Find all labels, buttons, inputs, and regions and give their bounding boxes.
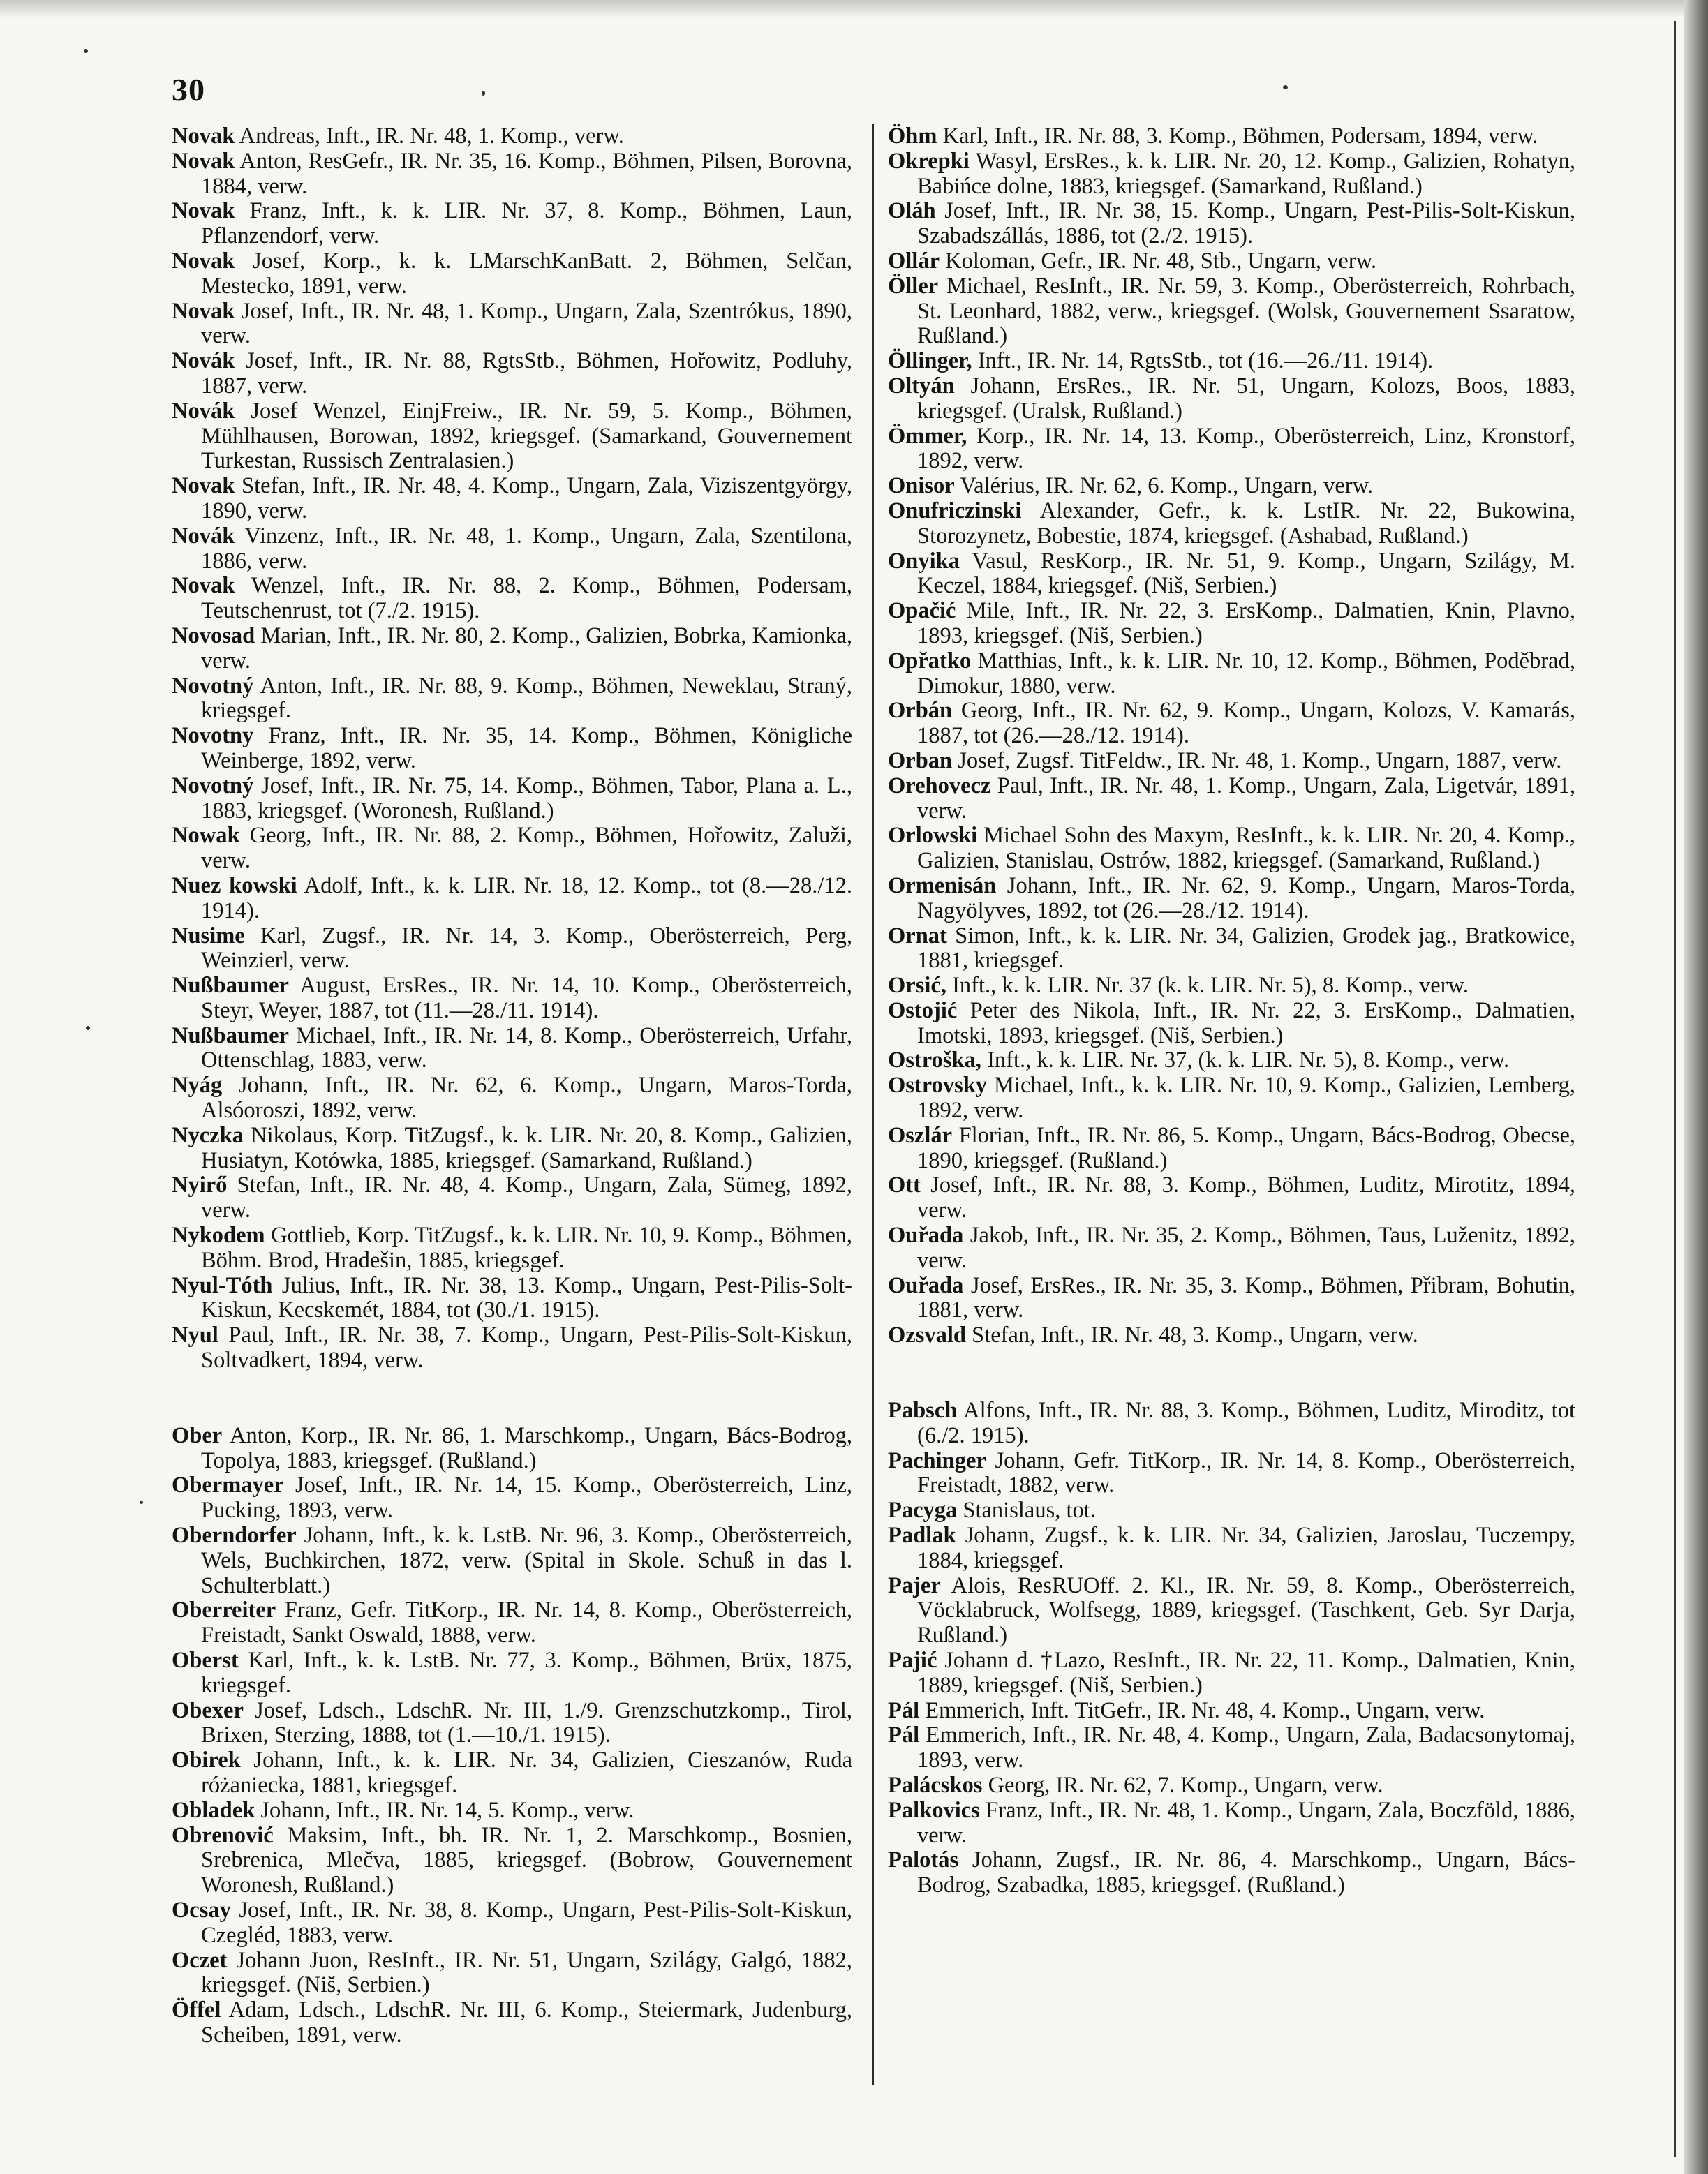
register-entry bbox=[172, 1223, 852, 1274]
entry-details: Johann, Inft., IR. Nr. 62, 9. Komp., Ungarn, Maros-Torda, Nagyölyves, 1892, tot (26.—28./12. 1914). bbox=[917, 872, 1575, 923]
register-entry bbox=[888, 1799, 1575, 1849]
register-entry bbox=[888, 374, 1575, 424]
entry-surname: Novosad bbox=[172, 623, 255, 648]
register-entry bbox=[172, 1124, 852, 1174]
section-p bbox=[888, 1399, 1575, 1898]
section-n bbox=[172, 124, 852, 1373]
entry-surname: Palácskos bbox=[888, 1773, 983, 1798]
entry-details: Franz, Inft., IR. Nr. 48, 1. Komp., Ungarn, Zala, Boczföld, 1886, verw. bbox=[917, 1797, 1575, 1848]
scan-speck bbox=[84, 49, 88, 53]
entry-details: Johann Juon, ResInft., IR. Nr. 51, Ungarn, Szilágy, Galgó, 1882, kriegsgef. (Niš, Serbien.) bbox=[201, 1947, 852, 1998]
entry-surname: Novotný bbox=[172, 673, 254, 699]
entry-surname: Novak bbox=[172, 124, 235, 149]
entry-surname: Ozsvald bbox=[888, 1323, 966, 1348]
entry-surname: Onufriczinski bbox=[888, 498, 1022, 523]
register-entry bbox=[888, 924, 1575, 974]
entry-details: Josef, ErsRes., IR. Nr. 35, 3. Komp., Böhmen, Přibram, Bohutin, 1881, verw. bbox=[917, 1272, 1575, 1323]
register-entry bbox=[172, 1799, 852, 1824]
register-entry bbox=[888, 1848, 1575, 1898]
entry-details: Josef, Zugsf. TitFeldw., IR. Nr. 48, 1. Komp., Ungarn, 1887, verw. bbox=[952, 747, 1562, 773]
section-gap bbox=[172, 1373, 852, 1424]
entry-surname: Novak bbox=[172, 298, 235, 324]
entry-surname: Öhm bbox=[888, 124, 937, 149]
entry-surname: Padlak bbox=[888, 1523, 956, 1549]
entry-surname: Nyul bbox=[172, 1323, 218, 1348]
entry-details: Marian, Inft., IR. Nr. 80, 2. Komp., Galizien, Bobrka, Kamionka, verw. bbox=[201, 623, 852, 673]
entry-details: August, ErsRes., IR. Nr. 14, 10. Komp., Oberösterreich, Steyr, Weyer, 1887, tot (11.—28./11. 1914). bbox=[201, 973, 852, 1023]
entry-details: Alfons, Inft., IR. Nr. 88, 3. Komp., Böhmen, Luditz, Miroditz, tot (6./2. 1915). bbox=[917, 1398, 1575, 1448]
entry-details: Inft., IR. Nr. 14, RgtsStb., tot (16.—26./11. 1914). bbox=[972, 348, 1434, 374]
register-entry bbox=[172, 399, 852, 474]
register-entry bbox=[172, 1898, 852, 1949]
entry-surname: Öffel bbox=[172, 1997, 221, 2023]
entry-surname: Obexer bbox=[172, 1697, 244, 1723]
entry-details: Franz, Inft., IR. Nr. 35, 14. Komp., Böhmen, Königliche Weinberge, 1892, verw. bbox=[201, 723, 852, 773]
entry-surname: Oberreiter bbox=[172, 1598, 276, 1623]
entry-details: Johann, Inft., IR. Nr. 14, 5. Komp., verw. bbox=[255, 1797, 634, 1823]
register-entry bbox=[172, 124, 852, 149]
entry-surname: Novak bbox=[172, 148, 235, 174]
section-o-right bbox=[888, 124, 1575, 1348]
register-entry bbox=[888, 249, 1575, 274]
entry-surname: Oberndorfer bbox=[172, 1523, 297, 1549]
entry-details: Anton, ResGefr., IR. Nr. 35, 16. Komp., Böhmen, Pilsen, Borovna, 1884, verw. bbox=[201, 148, 852, 199]
register-entry bbox=[172, 724, 852, 774]
register-entry bbox=[172, 1024, 852, 1074]
entry-details: Koloman, Gefr., IR. Nr. 48, Stb., Ungarn, verw. bbox=[940, 248, 1377, 274]
entry-details: Andreas, Inft., IR. Nr. 48, 1. Komp., verw. bbox=[235, 124, 624, 149]
entry-surname: Obermayer bbox=[172, 1473, 284, 1498]
scan-speck bbox=[482, 91, 485, 96]
register-entry bbox=[172, 674, 852, 724]
register-entry bbox=[172, 1824, 852, 1898]
register-entry bbox=[172, 299, 852, 350]
register-entry bbox=[172, 874, 852, 924]
entry-surname: Novak bbox=[172, 198, 235, 224]
entry-details: Michael, ResInft., IR. Nr. 59, 3. Komp., Oberösterreich, Rohrbach, St. Leonhard, 1882, verw., kriegsgef. (Wolsk, Gouvernement Ssaratow, Rußland.) bbox=[917, 273, 1575, 349]
register-entry bbox=[888, 599, 1575, 649]
register-entry bbox=[888, 1699, 1575, 1724]
entry-details: Georg, Inft., IR. Nr. 88, 2. Komp., Böhmen, Hořowitz, Zaluži, verw. bbox=[201, 823, 852, 874]
register-entry bbox=[172, 1274, 852, 1324]
register-entry bbox=[888, 1773, 1575, 1799]
register-entry bbox=[888, 349, 1575, 374]
entry-details: Georg, Inft., IR. Nr. 62, 9. Komp., Ungarn, Kolozs, V. Kamarás, 1887, tot (26.—28./12. 1914). bbox=[917, 698, 1575, 749]
register-entry bbox=[172, 349, 852, 399]
register-entry bbox=[172, 1699, 852, 1749]
left-column bbox=[172, 124, 852, 2048]
entry-details: Josef, Inft., IR. Nr. 88, RgtsStb., Böhmen, Hořowitz, Podluhy, 1887, verw. bbox=[201, 348, 852, 399]
entry-surname: Novák bbox=[172, 523, 235, 549]
entry-details: Josef Wenzel, EinjFreiw., IR. Nr. 59, 5. Komp., Böhmen, Mühlhausen, Borowan, 1892, kriegsgef. (Samarkand, Gouvernement Turkestan, Russisch Zentralasien.) bbox=[201, 398, 852, 474]
right-column bbox=[888, 124, 1575, 1898]
entry-surname: Palkovics bbox=[888, 1797, 980, 1823]
entry-surname: Ollár bbox=[888, 248, 940, 274]
entry-surname: Novak bbox=[172, 248, 235, 274]
register-entry bbox=[888, 499, 1575, 549]
entry-details: Inft., k. k. LIR. Nr. 37 (k. k. LIR. Nr. 5), 8. Komp., verw. bbox=[946, 973, 1469, 999]
entry-details: Johann, Inft., k. k. LIR. Nr. 34, Galizien, Cieszanów, Ruda różaniecka, 1881, kriegsgef. bbox=[201, 1748, 852, 1798]
register-entry bbox=[888, 1173, 1575, 1223]
entry-details: Michael, Inft., IR. Nr. 14, 8. Komp., Oberösterreich, Urfahr, Ottenschlag, 1883, verw. bbox=[201, 1022, 852, 1073]
entry-surname: Orsić, bbox=[888, 973, 946, 999]
entry-surname: Nyul-Tóth bbox=[172, 1272, 273, 1298]
entry-details: Anton, Inft., IR. Nr. 88, 9. Komp., Böhmen, Neweklau, Straný, kriegsgef. bbox=[201, 673, 852, 724]
entry-surname: Novotny bbox=[172, 723, 254, 749]
register-entry bbox=[172, 624, 852, 674]
register-entry bbox=[888, 824, 1575, 874]
entry-details: Anton, Korp., IR. Nr. 86, 1. Marschkomp., Ungarn, Bács-Bodrog, Topolya, 1883, kriegsgef. (Rußland.) bbox=[201, 1422, 852, 1473]
scan-speck bbox=[86, 1026, 90, 1030]
register-entry bbox=[888, 699, 1575, 749]
register-entry bbox=[172, 149, 852, 200]
entry-details: Paul, Inft., IR. Nr. 48, 1. Komp., Ungarn, Zala, Ligetvár, 1891, verw. bbox=[917, 773, 1575, 824]
register-entry bbox=[888, 1399, 1575, 1449]
entry-surname: Pachinger bbox=[888, 1447, 986, 1473]
entry-surname: Ober bbox=[172, 1422, 223, 1448]
register-entry bbox=[172, 824, 852, 874]
entry-details: Florian, Inft., IR. Nr. 86, 5. Komp., Ungarn, Bács-Bodrog, Obecse, 1890, kriegsgef. (Rußland.) bbox=[917, 1122, 1575, 1173]
register-entry bbox=[888, 1124, 1575, 1174]
entry-surname: Oszlár bbox=[888, 1122, 953, 1148]
page-number: 30 bbox=[172, 72, 205, 107]
entry-details: Nikolaus, Korp. TitZugsf., k. k. LIR. Nr. 20, 8. Komp., Galizien, Husiatyn, Kotówka, 1885, kriegsgef. (Samarkand, Rußland.) bbox=[201, 1122, 852, 1173]
register-entry bbox=[172, 1323, 852, 1373]
entry-surname: Ostojić bbox=[888, 997, 958, 1023]
entry-surname: Onisor bbox=[888, 473, 955, 499]
entry-surname: Obladek bbox=[172, 1797, 255, 1823]
entry-surname: Palotás bbox=[888, 1847, 959, 1873]
entry-surname: Ostroška, bbox=[888, 1048, 981, 1073]
entry-details: Wenzel, Inft., IR. Nr. 88, 2. Komp., Böhmen, Podersam, Teutschenrust, tot (7./2. 1915). bbox=[201, 573, 852, 624]
entry-surname: Nusime bbox=[172, 923, 245, 948]
entry-surname: Ocsay bbox=[172, 1897, 231, 1923]
entry-details: Adolf, Inft., k. k. LIR. Nr. 18, 12. Komp., tot (8.—28./12. 1914). bbox=[201, 872, 852, 923]
entry-details: Julius, Inft., IR. Nr. 38, 13. Komp., Ungarn, Pest-Pilis-Solt-Kiskun, Kecskemét, 1884, tot (30./1. 1915). bbox=[201, 1272, 852, 1323]
entry-details: Matthias, Inft., k. k. LIR. Nr. 10, 12. Komp., Böhmen, Poděbrad, Dimokur, 1880, verw. bbox=[917, 648, 1575, 699]
section-gap bbox=[888, 1348, 1575, 1399]
entry-details: Emmerich, Inft., IR. Nr. 48, 4. Komp., Ungarn, Zala, Badacsonytomaj, 1893, verw. bbox=[917, 1722, 1575, 1773]
register-entry bbox=[172, 1424, 852, 1474]
register-entry bbox=[888, 549, 1575, 600]
entry-surname: Novak bbox=[172, 473, 235, 499]
entry-surname: Oberst bbox=[172, 1648, 239, 1674]
register-entry bbox=[172, 249, 852, 299]
register-entry bbox=[888, 424, 1575, 475]
entry-details: Josef, Ldsch., LdschR. Nr. III, 1./9. Grenzschutzkomp., Tirol, Brixen, Sterzing, 1888, tot (1.—10./1. 1915). bbox=[201, 1697, 852, 1748]
entry-details: Georg, IR. Nr. 62, 7. Komp., Ungarn, verw. bbox=[982, 1773, 1383, 1798]
register-entry bbox=[888, 1449, 1575, 1499]
entry-surname: Pacyga bbox=[888, 1498, 958, 1524]
register-entry bbox=[888, 874, 1575, 924]
register-entry bbox=[888, 1073, 1575, 1124]
register-entry bbox=[888, 1498, 1575, 1524]
page-binding-edge bbox=[1684, 0, 1708, 2174]
register-entry bbox=[172, 1998, 852, 2048]
register-entry bbox=[888, 1323, 1575, 1348]
entry-surname: Orban bbox=[888, 747, 953, 773]
register-entry bbox=[172, 1598, 852, 1648]
entry-surname: Oczet bbox=[172, 1947, 228, 1973]
entry-surname: Opačić bbox=[888, 598, 956, 624]
entry-details: Josef, Inft., IR. Nr. 48, 1. Komp., Ungarn, Zala, Szentrókus, 1890, verw. bbox=[201, 298, 852, 349]
entry-surname: Ouřada bbox=[888, 1272, 964, 1298]
entry-details: Inft., k. k. LIR. Nr. 37, (k. k. LIR. Nr. 5), 8. Komp., verw. bbox=[981, 1048, 1510, 1073]
register-entry bbox=[172, 574, 852, 624]
entry-details: Korp., IR. Nr. 14, 13. Komp., Oberösterreich, Linz, Kronstorf, 1892, verw. bbox=[917, 423, 1575, 474]
register-entry bbox=[172, 1748, 852, 1799]
register-entry bbox=[172, 1524, 852, 1598]
entry-surname: Ouřada bbox=[888, 1223, 964, 1249]
entry-details: Josef, Inft., IR. Nr. 75, 14. Komp., Böhmen, Tabor, Plana a. L., 1883, kriegsgef. (Woronesh, Rußland.) bbox=[201, 773, 852, 824]
entry-details: Johann, Zugsf., k. k. LIR. Nr. 34, Galizien, Jaroslau, Tuczempy, 1884, kriegsgef. bbox=[917, 1523, 1575, 1573]
entries-right-p bbox=[888, 1399, 1575, 1898]
entry-surname: Orlowski bbox=[888, 823, 978, 849]
register-entry bbox=[172, 199, 852, 249]
entry-details: Josef, Korp., k. k. LMarschKanBatt. 2, Böhmen, Selčan, Mestecko, 1891, verw. bbox=[201, 248, 852, 299]
register-entry bbox=[888, 1524, 1575, 1574]
entry-surname: Nyczka bbox=[172, 1122, 244, 1148]
entry-surname: Oltyán bbox=[888, 373, 955, 399]
register-entry bbox=[888, 774, 1575, 824]
entry-details: Jakob, Inft., IR. Nr. 35, 2. Komp., Böhmen, Taus, Luženitz, 1892, verw. bbox=[917, 1223, 1575, 1273]
entry-surname: Öllinger, bbox=[888, 348, 972, 374]
register-entry bbox=[888, 274, 1575, 349]
register-entry bbox=[888, 474, 1575, 499]
register-entry bbox=[888, 999, 1575, 1049]
register-entry bbox=[888, 1274, 1575, 1324]
entry-details: Maksim, Inft., bh. IR. Nr. 1, 2. Marschkomp., Bosnien, Srebrenica, Mlečva, 1885, kriegsgef. (Bobrow, Gouvernement Woronesh, Rußland.) bbox=[201, 1822, 852, 1898]
entry-details: Josef, Inft., IR. Nr. 38, 15. Komp., Ungarn, Pest-Pilis-Solt-Kiskun, Szabadszállás, 1886, tot (2./2. 1915). bbox=[917, 198, 1575, 249]
entry-details: Wasyl, ErsRes., k. k. LIR. Nr. 20, 12. Komp., Galizien, Rohatyn, Babińce dolne, 1883, kriegsgef. (Samarkand, Rußland.) bbox=[917, 148, 1575, 199]
entry-surname: Novak bbox=[172, 573, 235, 599]
scan-speck bbox=[140, 1501, 143, 1504]
entry-surname: Ornat bbox=[888, 923, 947, 948]
entry-details: Vasul, ResKorp., IR. Nr. 51, 9. Komp., Ungarn, Szilágy, M. Keczel, 1884, kriegsgef. (Niš, Serbien.) bbox=[917, 548, 1575, 599]
register-entry bbox=[888, 1723, 1575, 1773]
entry-surname: Nowak bbox=[172, 823, 240, 849]
entry-surname: Nußbaumer bbox=[172, 973, 289, 999]
register-entry bbox=[172, 1648, 852, 1699]
entry-surname: Nyág bbox=[172, 1073, 223, 1099]
entry-surname: Öller bbox=[888, 273, 939, 299]
entry-details: Franz, Inft., k. k. LIR. Nr. 37, 8. Komp., Böhmen, Laun, Pflanzendorf, verw. bbox=[201, 198, 852, 249]
entry-details: Johann, ErsRes., IR. Nr. 51, Ungarn, Kolozs, Boos, 1883, kriegsgef. (Uralsk, Rußland.) bbox=[917, 373, 1575, 424]
entry-surname: Orbán bbox=[888, 698, 953, 724]
register-entry bbox=[172, 1073, 852, 1124]
register-entry bbox=[888, 749, 1575, 774]
register-entry bbox=[888, 1048, 1575, 1073]
entry-details: Karl, Inft., IR. Nr. 88, 3. Komp., Böhmen, Podersam, 1894, verw. bbox=[937, 124, 1538, 149]
entry-details: Peter des Nikola, Inft., IR. Nr. 22, 3. ErsKomp., Dalmatien, Imotski, 1893, kriegsgef. (Niš, Serbien.) bbox=[917, 997, 1575, 1048]
entry-surname: Ormenisán bbox=[888, 872, 997, 898]
entry-details: Paul, Inft., IR. Nr. 38, 7. Komp., Ungarn, Pest-Pilis-Solt-Kiskun, Soltvadkert, 1894, verw. bbox=[201, 1323, 852, 1373]
entry-details: Stefan, Inft., IR. Nr. 48, 4. Komp., Ungarn, Zala, Sümeg, 1892, verw. bbox=[201, 1172, 852, 1223]
entry-details: Gottlieb, Korp. TitZugsf., k. k. LIR. Nr. 10, 9. Komp., Böhmen, Böhm. Brod, Hradešin, 1885, kriegsgef. bbox=[201, 1223, 852, 1273]
register-entry bbox=[172, 774, 852, 824]
register-entry bbox=[172, 924, 852, 974]
register-entry bbox=[888, 649, 1575, 699]
register-entry bbox=[172, 1473, 852, 1524]
register-entry bbox=[888, 974, 1575, 999]
register-entry bbox=[172, 974, 852, 1024]
entry-surname: Ott bbox=[888, 1172, 921, 1198]
entry-details: Vinzenz, Inft., IR. Nr. 48, 1. Komp., Ungarn, Zala, Szentilona, 1886, verw. bbox=[201, 523, 852, 574]
entry-details: Johann, Zugsf., IR. Nr. 86, 4. Marschkomp., Ungarn, Bács-Bodrog, Szabadka, 1885, kriegsgef. (Rußland.) bbox=[917, 1847, 1575, 1898]
entry-details: Stefan, Inft., IR. Nr. 48, 3. Komp., Ungarn, verw. bbox=[965, 1323, 1418, 1348]
entry-details: Josef, Inft., IR. Nr. 88, 3. Komp., Böhmen, Luditz, Mirotitz, 1894, verw. bbox=[917, 1172, 1575, 1223]
register-entry bbox=[888, 124, 1575, 149]
register-entry bbox=[172, 524, 852, 574]
entry-surname: Obrenović bbox=[172, 1822, 274, 1848]
entry-surname: Orehovecz bbox=[888, 773, 991, 798]
entry-details: Michael Sohn des Maxym, ResInft., k. k. LIR. Nr. 20, 4. Komp., Galizien, Stanislau, Ostrów, 1882, kriegsgef. (Samarkand, Rußland.) bbox=[917, 823, 1575, 874]
entry-details: Michael, Inft., k. k. LIR. Nr. 10, 9. Komp., Galizien, Lemberg, 1892, verw. bbox=[917, 1073, 1575, 1124]
entries-right-o bbox=[888, 124, 1575, 1348]
page-edge-line bbox=[1674, 21, 1676, 2157]
entry-details: Stanislaus, tot. bbox=[957, 1498, 1096, 1524]
entry-details: Simon, Inft., k. k. LIR. Nr. 34, Galizien, Grodek jag., Bratkowice, 1881, kriegsgef. bbox=[917, 923, 1575, 974]
register-entry bbox=[888, 1223, 1575, 1274]
entry-surname: Pál bbox=[888, 1697, 920, 1723]
entry-surname: Novák bbox=[172, 348, 235, 374]
entry-surname: Obirek bbox=[172, 1748, 241, 1773]
entries-left-n bbox=[172, 124, 852, 1373]
entry-details: Alexander, Gefr., k. k. LstIR. Nr. 22, Bukowina, Storozynetz, Bobestie, 1874, kriegsgef. (Ashabad, Rußland.) bbox=[917, 498, 1575, 549]
entry-details: Johann, Gefr. TitKorp., IR. Nr. 14, 8. Komp., Oberösterreich, Freistadt, 1882, verw. bbox=[917, 1447, 1575, 1498]
entry-details: Mile, Inft., IR. Nr. 22, 3. ErsKomp., Dalmatien, Knin, Plavno, 1893, kriegsgef. (Niš, Serbien.) bbox=[917, 598, 1575, 648]
scan-speck bbox=[1283, 85, 1288, 89]
entry-details: Stefan, Inft., IR. Nr. 48, 4. Komp., Ungarn, Zala, Viziszentgyörgy, 1890, verw. bbox=[201, 473, 852, 523]
register-entry bbox=[888, 199, 1575, 249]
register-entry bbox=[172, 1949, 852, 1999]
entry-details: Karl, Zugsf., IR. Nr. 14, 3. Komp., Oberösterreich, Perg, Weinzierl, verw. bbox=[201, 923, 852, 974]
entry-details: Alois, ResRUOff. 2. Kl., IR. Nr. 59, 8. Komp., Oberösterreich, Vöcklabruck, Wolfsegg, 1889, kriegsgef. (Taschkent, Geb. Syr Darja, Rußland.) bbox=[917, 1572, 1575, 1648]
register-entry bbox=[172, 474, 852, 524]
column-divider bbox=[872, 124, 874, 2085]
entry-surname: Pajić bbox=[888, 1648, 937, 1674]
register-entry bbox=[888, 1648, 1575, 1699]
entries-left-o bbox=[172, 1424, 852, 2048]
entry-surname: Okrepki bbox=[888, 148, 970, 174]
entry-surname: Oláh bbox=[888, 198, 936, 224]
entry-details: Franz, Gefr. TitKorp., IR. Nr. 14, 8. Komp., Oberösterreich, Freistadt, Sankt Oswald, 1888, verw. bbox=[201, 1598, 852, 1648]
entry-surname: Nußbaumer bbox=[172, 1022, 289, 1048]
entry-surname: Ostrovsky bbox=[888, 1073, 988, 1099]
entry-surname: Nyirő bbox=[172, 1172, 228, 1198]
entry-surname: Pajer bbox=[888, 1572, 941, 1598]
entry-details: Emmerich, Inft. TitGefr., IR. Nr. 48, 4. Komp., Ungarn, verw. bbox=[919, 1697, 1485, 1723]
entry-details: Valérius, IR. Nr. 62, 6. Komp., Ungarn, verw. bbox=[954, 473, 1374, 499]
entry-details: Johann, Inft., IR. Nr. 62, 6. Komp., Ungarn, Maros-Torda, Alsóoroszi, 1892, verw. bbox=[201, 1073, 852, 1124]
entry-surname: Pál bbox=[888, 1722, 920, 1748]
entry-details: Johann d. †Lazo, ResInft., IR. Nr. 22, 11. Komp., Dalmatien, Knin, 1889, kriegsgef. (Niš, Serbien.) bbox=[917, 1648, 1575, 1698]
register-entry bbox=[888, 1574, 1575, 1648]
entry-surname: Nuez kowski bbox=[172, 872, 297, 898]
entry-surname: Ömmer, bbox=[888, 423, 967, 449]
entry-surname: Opřatko bbox=[888, 648, 972, 673]
register-entry bbox=[172, 1173, 852, 1223]
entry-surname: Novotný bbox=[172, 773, 254, 798]
entry-surname: Onyika bbox=[888, 548, 960, 574]
entry-surname: Nykodem bbox=[172, 1223, 265, 1249]
entry-details: Adam, Ldsch., LdschR. Nr. III, 6. Komp., Steiermark, Judenburg, Scheiben, 1891, verw. bbox=[201, 1997, 852, 2048]
entry-details: Karl, Inft., k. k. LstB. Nr. 77, 3. Komp., Böhmen, Brüx, 1875, kriegsgef. bbox=[201, 1648, 852, 1698]
entry-surname: Novák bbox=[172, 398, 235, 424]
entry-details: Josef, Inft., IR. Nr. 14, 15. Komp., Oberösterreich, Linz, Pucking, 1893, verw. bbox=[201, 1473, 852, 1524]
entry-details: Josef, Inft., IR. Nr. 38, 8. Komp., Ungarn, Pest-Pilis-Solt-Kiskun, Czegléd, 1883, verw. bbox=[201, 1897, 852, 1948]
page-top-shadow bbox=[0, 0, 1708, 18]
entry-surname: Pabsch bbox=[888, 1398, 958, 1424]
section-o-left bbox=[172, 1424, 852, 2048]
register-entry bbox=[888, 149, 1575, 200]
entry-details: Johann, Inft., k. k. LstB. Nr. 96, 3. Komp., Oberösterreich, Wels, Buchkirchen, 1872, verw. (Spital in Skole. Schuß in das l. Schulterblatt.) bbox=[201, 1523, 852, 1598]
